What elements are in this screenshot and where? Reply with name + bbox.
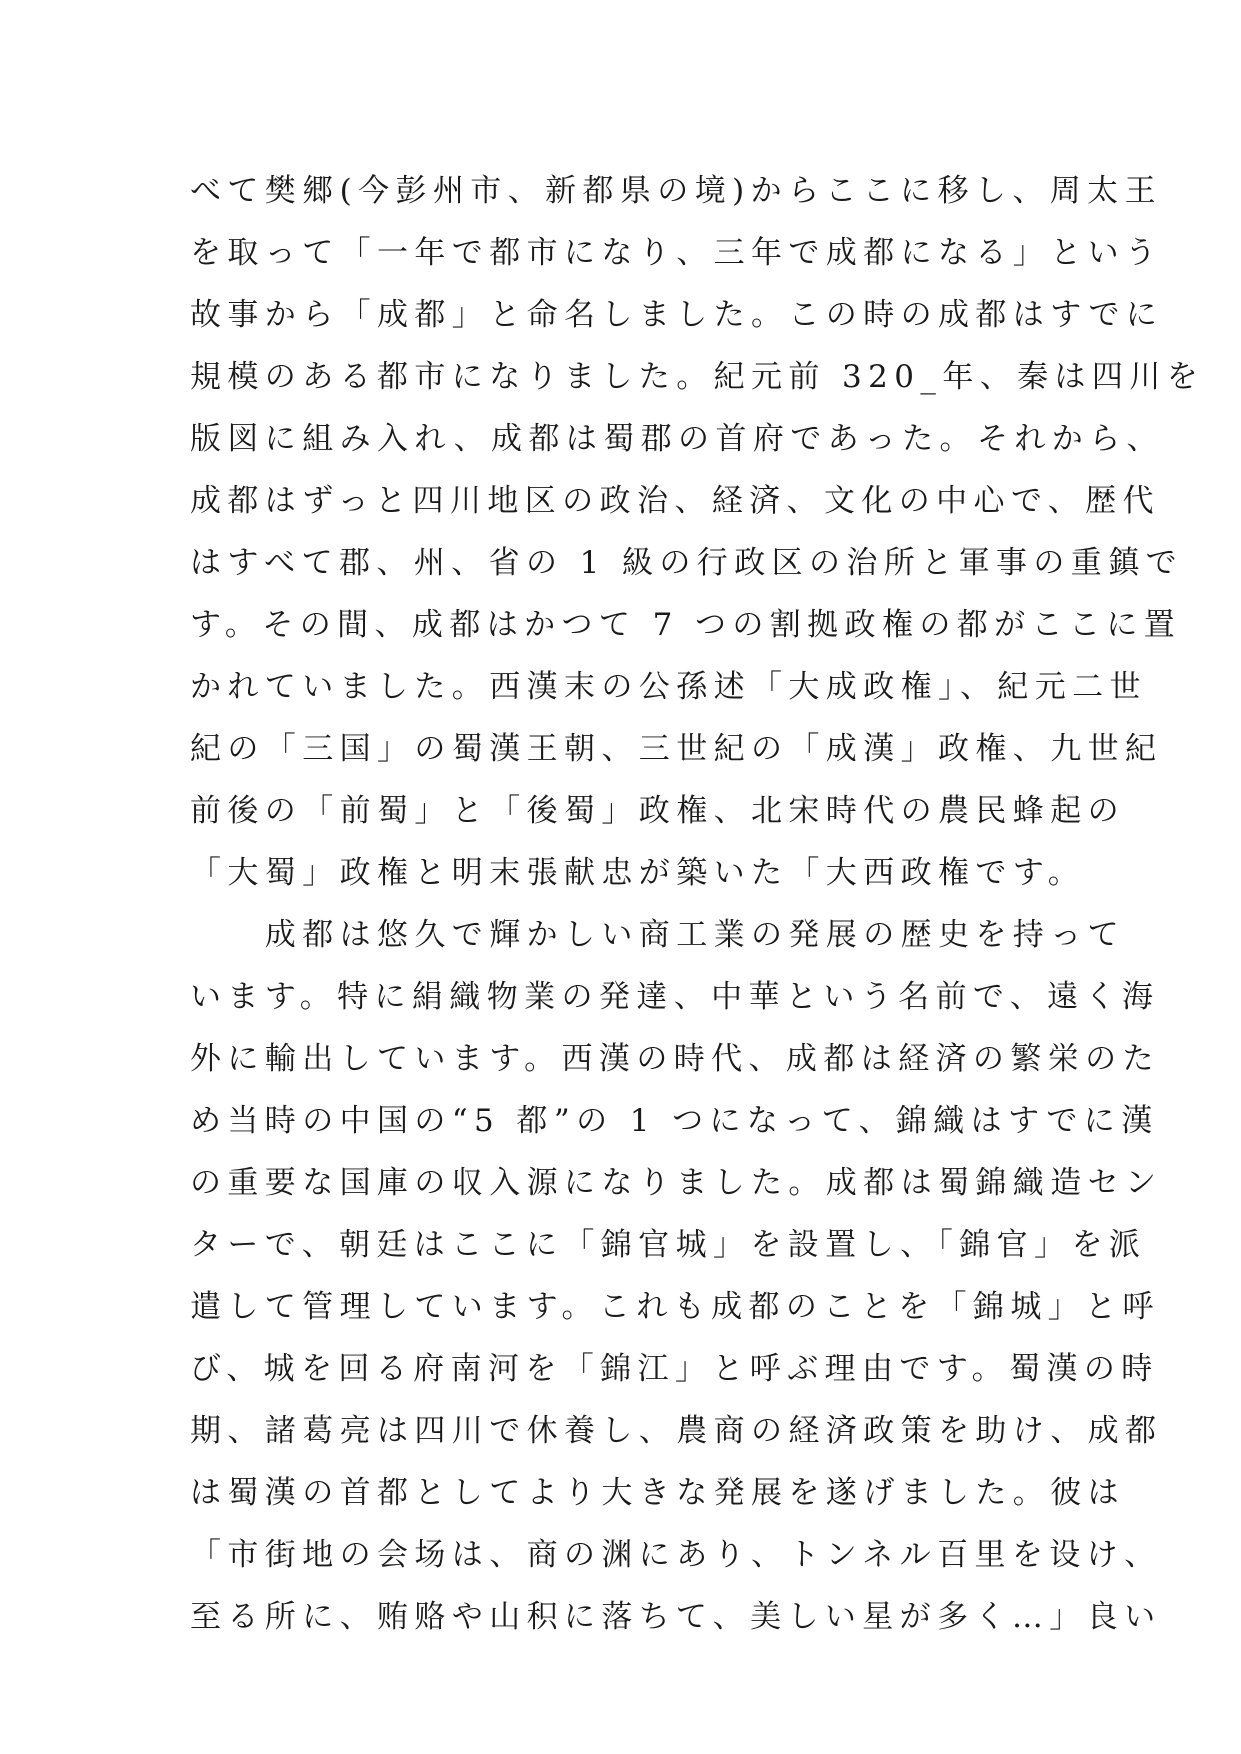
text-line: 版図に組み入れ、成都は蜀郡の首府であった。それから、 xyxy=(190,421,1164,457)
text-line: 「市街地の会场は、商の渊にあり、トンネル百里を设け、 xyxy=(190,1537,1162,1573)
text-line: います。特に絹織物業の発達、中華という名前で、遠く海 xyxy=(190,979,1160,1015)
text-line: 紀の「三国」の蜀漢王朝、三世紀の「成漢」政権、九世紀 xyxy=(190,731,1163,767)
text-line: 遣して管理しています。これも成都のことを「錦城」と呼 xyxy=(190,1289,1160,1325)
text-line: 期、諸葛亮は四川で休養し、農商の経済政策を助け、成都 xyxy=(190,1413,1163,1449)
text-line: 至る所に、贿赂や山积に落ちて、美しい星が多く…」良い xyxy=(190,1599,1162,1635)
text-line: かれていました。西漢末の公孫述「大成政権」、紀元二世 xyxy=(190,669,1147,705)
text-line: はすべて郡、州、省の 1 級の行政区の治所と軍事の重鎮で xyxy=(190,545,1184,581)
text-line: べて樊郷(今彭州市、新都県の境)からここに移し、周太王 xyxy=(190,173,1162,209)
text-line: ターで、朝廷はここに「錦官城」を設置し、「錦官」を派 xyxy=(190,1227,1147,1263)
body-text xyxy=(190,160,1205,1648)
text-line: め当時の中国の“5 都”の 1 つになって、錦織はすでに漢 xyxy=(190,1103,1159,1139)
text-line: 故事から「成都」と命名しました。この時の成都はすでに xyxy=(190,297,1164,333)
text-line: 成都はずっと四川地区の政治、経済、文化の中心で、歴代 xyxy=(190,483,1160,519)
text-line: を取って「一年で都市になり、三年で成都になる」という xyxy=(190,235,1163,271)
text-line: 前後の「前蜀」と「後蜀」政権、北宋時代の農民蜂起の xyxy=(190,793,1125,829)
text-line: す。その間、成都はかつて 7 つの割拠政権の都がここに置 xyxy=(190,607,1182,643)
text-line: 外に輸出しています。西漢の時代、成都は経済の繁栄のた xyxy=(190,1041,1160,1077)
text-line: 規模のある都市になりました。紀元前 320_年、秦は四川を xyxy=(190,359,1205,395)
text-line: の重要な国庫の収入源になりました。成都は蜀錦織造セン xyxy=(190,1165,1163,1201)
text-line: 「大蜀」政権と明末張献忠が築いた「大西政権です。 xyxy=(190,855,1086,891)
text-line: は蜀漢の首都としてより大きな発展を遂げました。彼は xyxy=(190,1475,1125,1511)
text-line: 成都は悠久で輝かしい商工業の発展の歴史を持って xyxy=(190,917,1125,953)
text-line: び、城を回る府南河を「錦江」と呼ぶ理由です。蜀漢の時 xyxy=(190,1351,1159,1387)
